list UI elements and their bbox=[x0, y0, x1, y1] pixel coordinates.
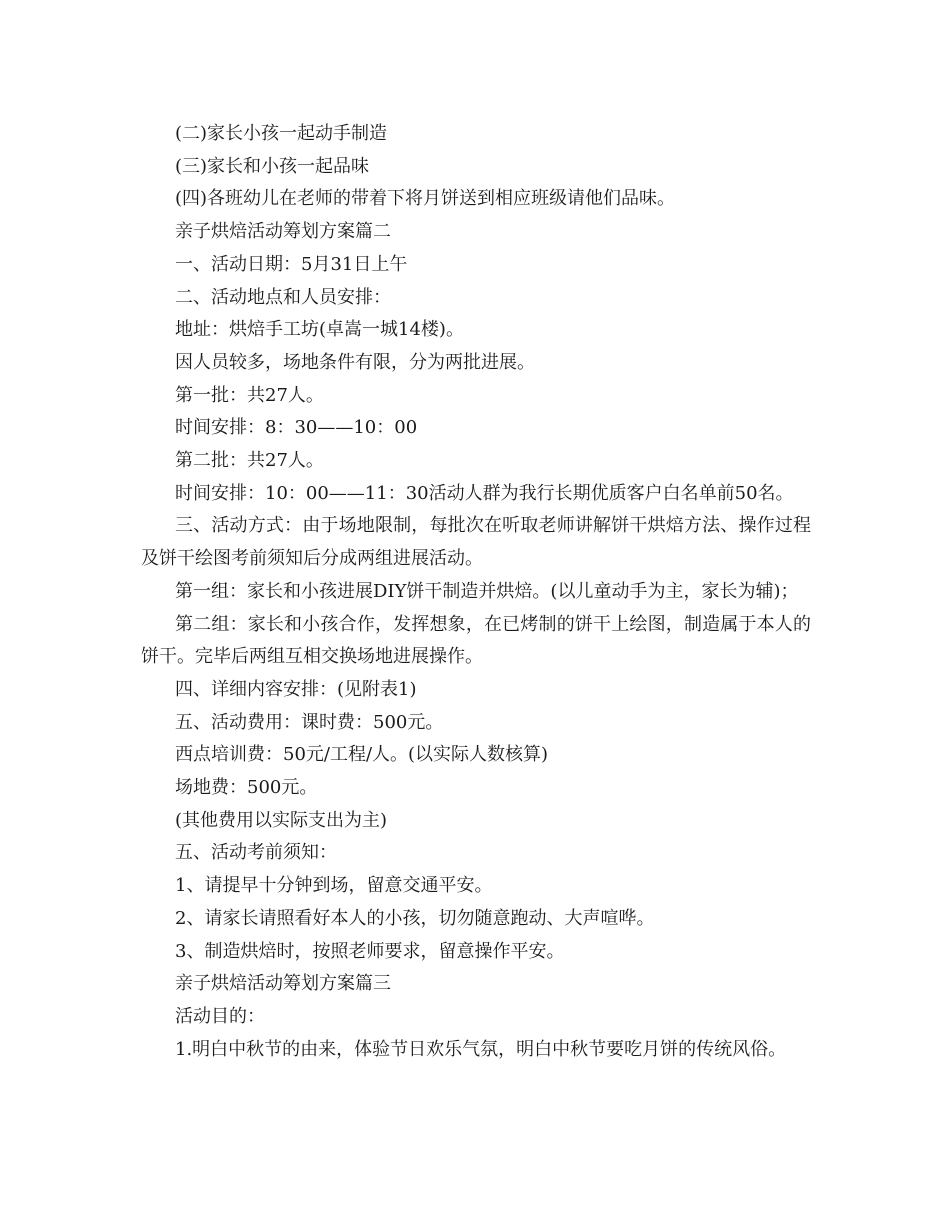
text-line: 场地费：500元。 bbox=[175, 777, 318, 799]
document-body bbox=[141, 118, 811, 1066]
section-heading: 亲子烘焙活动筹划方案篇二 bbox=[175, 221, 391, 243]
text-line: (二)家长小孩一起动手制造 bbox=[175, 123, 388, 144]
text-line: 1、请提早十分钟到场，留意交通平安。 bbox=[175, 875, 493, 897]
text-line: 五、活动考前须知： bbox=[175, 842, 337, 864]
text-line: 1.明白中秋节的由来，体验节日欢乐气氛，明白中秋节要吃月饼的传统风俗。 bbox=[175, 1038, 787, 1060]
text-line: 时间安排：10：00——11：30活动人群为我行长期优质客户白名单前50名。 bbox=[175, 482, 794, 504]
paragraph-activity-method: 三、活动方式：由于场地限制，每批次在听取老师讲解饼干烘焙方法、操作过程及饼干绘图考前须知后分成两组进展活动。 bbox=[141, 515, 811, 570]
paragraph-group-two: 第二组：家长和小孩合作，发挥想象，在已烤制的饼干上绘图，制造属于本人的饼干。完毕后两组互相交换场地进展操作。 bbox=[141, 613, 811, 668]
section-heading: 亲子烘焙活动筹划方案篇三 bbox=[175, 973, 391, 995]
text-line: 地址：烘焙手工坊(卓嵩一城14楼)。 bbox=[175, 319, 464, 341]
text-line: 3、制造烘焙时，按照老师要求，留意操作平安。 bbox=[175, 940, 565, 962]
text-line: 四、详细内容安排：(见附表1) bbox=[175, 678, 417, 700]
text-line-group-one: 第一组：家长和小孩进展DIY饼干制造并烘焙。(以儿童动手为主，家长为辅)； bbox=[175, 580, 799, 602]
text-line: 二、活动地点和人员安排： bbox=[175, 286, 391, 308]
text-line: 第一批：共27人。 bbox=[175, 384, 324, 406]
text-line: 活动目的： bbox=[175, 1005, 265, 1027]
text-line: 2、请家长请照看好本人的小孩，切勿随意跑动、大声喧哗。 bbox=[175, 907, 655, 929]
text-line: 第二批：共27人。 bbox=[175, 450, 324, 472]
text-line: 因人员较多，场地条件有限，分为两批进展。 bbox=[175, 351, 535, 373]
text-line: 一、活动日期：5月31日上午 bbox=[175, 253, 408, 275]
text-line: (四)各班幼儿在老师的带着下将月饼送到相应班级请他们品味。 bbox=[175, 188, 676, 210]
text-line: 五、活动费用：课时费：500元。 bbox=[175, 711, 444, 733]
text-line: (三)家长和小孩一起品味 bbox=[175, 155, 370, 177]
text-line: 西点培训费：50元/工程/人。(以实际人数核算) bbox=[175, 744, 549, 766]
text-line: (其他费用以实际支出为主) bbox=[175, 809, 388, 831]
text-line: 时间安排：8：30——10：00 bbox=[175, 417, 418, 439]
